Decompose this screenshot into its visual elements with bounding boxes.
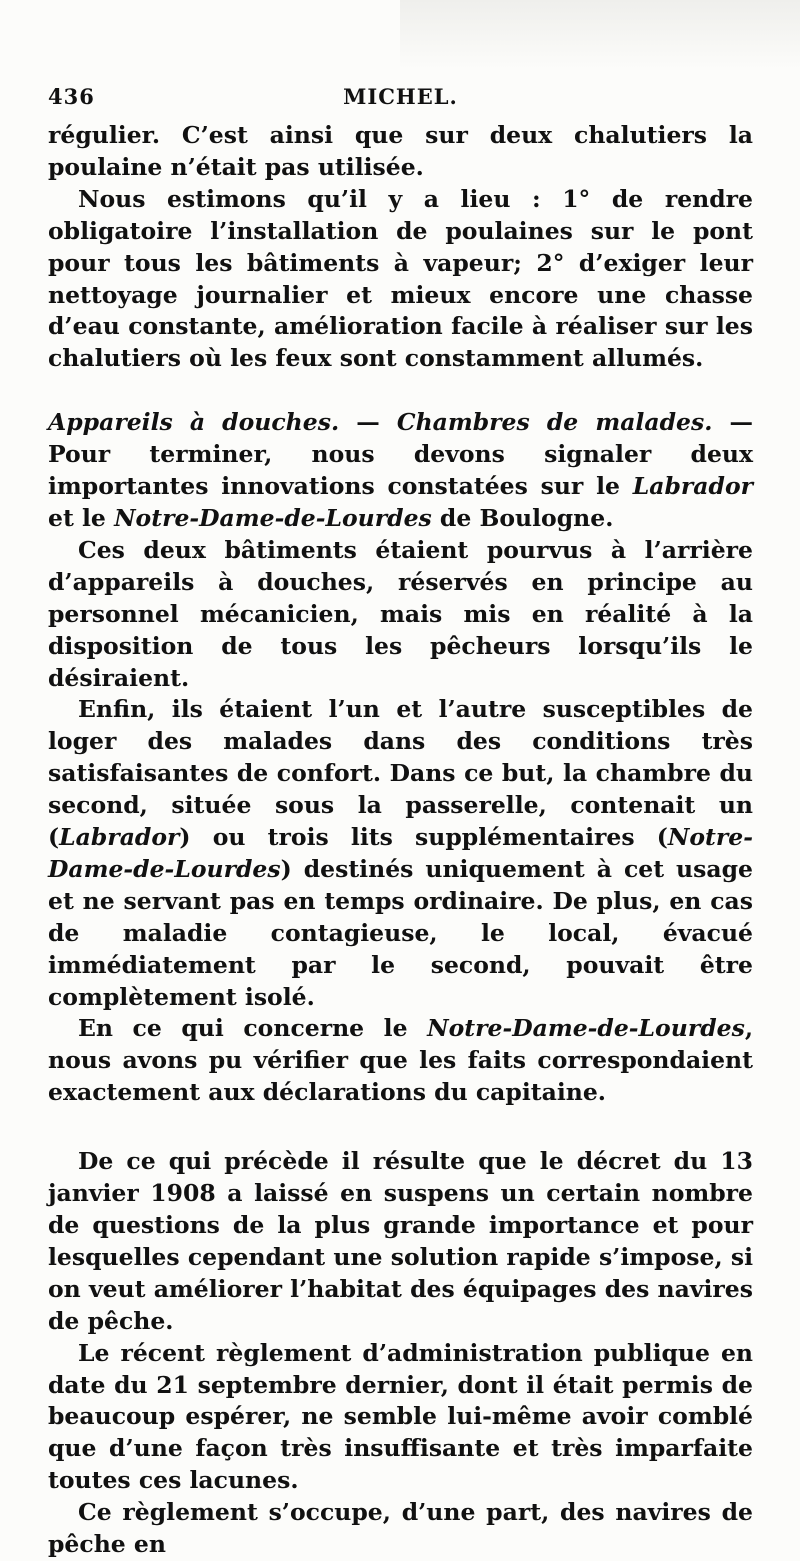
paragraph-continuation: régulier. C’est ainsi que sur deux chalutiers la poulaine n’était pas utilisée. [48, 121, 753, 181]
italic-run: Notre-Dame-de-Lourdes [48, 823, 753, 883]
text-run: — [339, 408, 397, 437]
paragraph-showers: Ces deux bâtiments étaient pourvus à l’arrière d’appareils à douches, réservés en principe au personnel mécanicien, mais mis en réalité à la disposition de tous les pêcheurs lorsqu’ils le désiraient. [48, 535, 753, 692]
paragraph-recommendations: Nous estimons qu’il y a lieu : 1° de rendre obligatoire l’installation de poulaines sur le pont pour tous les bâtiments à vapeur; 2° d’exiger leur nettoyage journalier et mieux encore une chasse d’eau constante, amélioration facile à réaliser sur les chalutiers où les feux sont constamment allumés. [48, 184, 753, 373]
text-run: En ce qui concerne le [78, 1014, 428, 1043]
page-header [48, 78, 753, 108]
page-number: 436 [48, 84, 95, 109]
running-head: MICHEL. [343, 84, 458, 109]
text-run: — Pour terminer, nous devons signaler deux importantes innovations constatées sur le [48, 408, 753, 501]
paper-stain [400, 0, 800, 70]
text-run: , nous avons pu vérifier que les faits correspondaient exactement aux déclarations du capitaine. [48, 1014, 753, 1107]
text-run: ) destinés uniquement à cet usage et ne servant pas en temps ordinaire. De plus, en cas de maladie contagieuse, le local, évacué immédiatement par le second, pouvait être complètement isolé. [48, 854, 753, 1011]
italic-run: Chambres de malades. [396, 408, 713, 437]
text-run: Enfin, ils étaient l’un et l’autre susceptibles de loger des malades dans des conditions très satisfaisantes de confort. Dans ce but, la chambre du second, située sous la passerelle, contenait un ( [48, 695, 753, 852]
paragraph-regulation-start: Ce règlement s’occupe, d’une part, des navires de pêche en [48, 1498, 753, 1559]
text-run: ) ou trois lits supplémentaires ( [179, 823, 668, 852]
italic-run: Notre-Dame-de-Lourdes [114, 503, 432, 532]
paragraph-showers-heading [48, 407, 753, 535]
italic-run: Notre-Dame-de-Lourdes [427, 1014, 745, 1043]
body-text [48, 120, 753, 1561]
text-run: et le [48, 503, 115, 532]
italic-run: Labrador [59, 823, 180, 852]
italic-run: Appareils à douches. [48, 408, 340, 437]
text-run: de Boulogne. [431, 503, 614, 532]
paragraph-conclusion: De ce qui précède il résulte que le décret du 13 janvier 1908 a laissé en suspens un certain nombre de questions de la plus grande importance et pour lesquelles cependant une solution rapide s’impose, si on veut améliorer l’habitat des équipages des navires de pêche. [48, 1147, 753, 1335]
paragraph-regulation: Le récent règlement d’administration publique en date du 21 septembre dernier, dont il était permis de beaucoup espérer, ne semble lui-même avoir comblé que d’une façon très insuffisante et très imparfaite toutes ces lacunes. [48, 1338, 753, 1495]
paragraph-sick-rooms [48, 694, 753, 1013]
book-page [48, 78, 753, 1561]
italic-run: Labrador [632, 472, 753, 501]
paragraph-verification [48, 1013, 753, 1109]
